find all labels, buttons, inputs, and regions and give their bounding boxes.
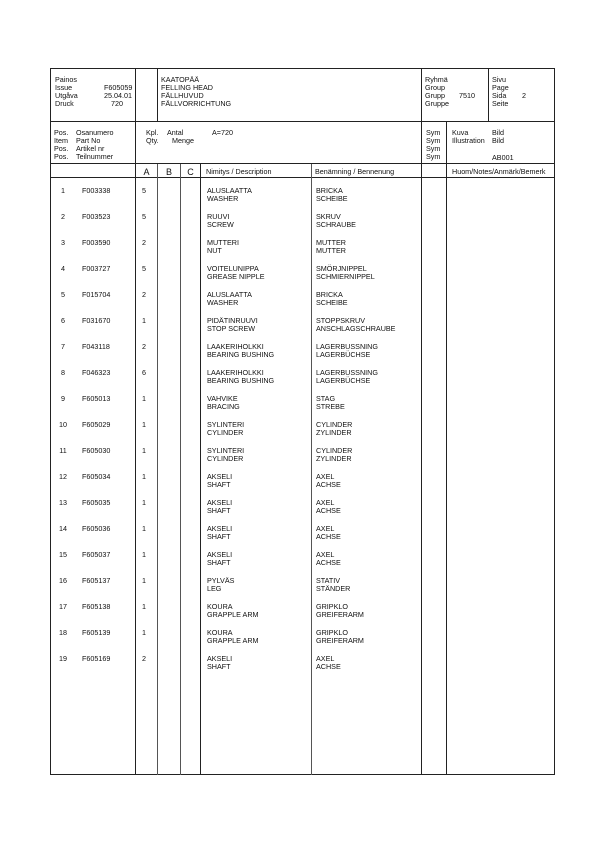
row-pos: 4 (61, 264, 65, 273)
row-quantity: 1 (142, 394, 146, 403)
col-notes-label: Huom/Notes/Anmärk/Bemerk (452, 167, 546, 176)
page-label: Seite (492, 99, 509, 108)
col-divider-page (488, 68, 489, 122)
row-benamning-de: SCHEIBE (316, 298, 348, 307)
title-en: FELLING HEAD (161, 83, 213, 92)
row-benamning-de: ACHSE (316, 532, 341, 541)
col-part-label: Osanumero (76, 128, 114, 137)
col-divider-sym (421, 68, 422, 775)
row-part-number: F605169 (82, 654, 111, 663)
row-part-number: F605034 (82, 472, 111, 481)
page-number: 2 (522, 91, 526, 100)
row-benamning-de: ACHSE (316, 662, 341, 671)
row-quantity: 1 (142, 550, 146, 559)
row-part-number: F605137 (82, 576, 111, 585)
row-pos: 18 (59, 628, 67, 637)
row-description-fi: LAAKERIHOLKKI (207, 368, 264, 377)
col-sym-label: Sym (426, 128, 441, 137)
row-quantity: 2 (142, 654, 146, 663)
row-benamning-de: ACHSE (316, 558, 341, 567)
row-benamning-sv: AXEL (316, 524, 335, 533)
col-sym-label: Sym (426, 136, 441, 145)
row-benamning-de: ZYLINDER (316, 454, 352, 463)
row-quantity: 1 (142, 446, 146, 455)
row-description-en: SHAFT (207, 532, 231, 541)
variant-a-value: A=720 (212, 128, 233, 137)
row-pos: 8 (61, 368, 65, 377)
row-description-en: CYLINDER (207, 428, 244, 437)
row-benamning-de: STÄNDER (316, 584, 351, 593)
row-pos: 10 (59, 420, 67, 429)
row-benamning-sv: BRICKA (316, 186, 343, 195)
row-benamning-sv: AXEL (316, 472, 335, 481)
row-pos: 12 (59, 472, 67, 481)
row-quantity: 1 (142, 316, 146, 325)
row-part-number: F605035 (82, 498, 111, 507)
row-pos: 2 (61, 212, 65, 221)
edition-label: Druck (55, 99, 74, 108)
row-benamning-sv: AXEL (316, 550, 335, 559)
row-quantity: 5 (142, 264, 146, 273)
row-quantity: 1 (142, 472, 146, 481)
row-part-number: F003727 (82, 264, 111, 273)
row-description-fi: AKSELI (207, 654, 233, 663)
page-label: Sivu (492, 75, 506, 84)
row-part-number: F003338 (82, 186, 111, 195)
group-number: 7510 (459, 91, 475, 100)
row-benamning-de: SCHRAUBE (316, 220, 356, 229)
illustration-id: AB001 (492, 153, 514, 162)
col-antal-label: Antal (167, 128, 184, 137)
row-benamning-sv: CYLINDER (316, 446, 353, 455)
row-description-en: GREASE NIPPLE (207, 272, 265, 281)
row-part-number: F031670 (82, 316, 111, 325)
row-part-number: F605138 (82, 602, 111, 611)
row-part-number: F003590 (82, 238, 111, 247)
edition-label: Issue (55, 83, 73, 92)
row-benamning-de: ACHSE (316, 506, 341, 515)
group-label: Ryhmä (425, 75, 448, 84)
subcol-b: B (165, 167, 172, 177)
row-pos: 7 (61, 342, 65, 351)
row-pos: 16 (59, 576, 67, 585)
edition-label: Painos (55, 75, 77, 84)
col-qty-label: Qty. (146, 136, 159, 145)
title-de: FÄLLVORRICHTUNG (161, 99, 232, 108)
row-quantity: 2 (142, 342, 146, 351)
row-description-fi: AKSELI (207, 472, 233, 481)
row-part-number: F605030 (82, 446, 111, 455)
row-benamning-de: STREBE (316, 402, 345, 411)
page-label: Page (492, 83, 509, 92)
row-pos: 15 (59, 550, 67, 559)
row-pos: 3 (61, 238, 65, 247)
row-description-fi: RUUVI (207, 212, 230, 221)
row-benamning-sv: BRICKA (316, 290, 343, 299)
row-description-fi: MUTTERI (207, 238, 239, 247)
col-sym-label: Sym (426, 152, 441, 161)
row-description-en: CYLINDER (207, 454, 244, 463)
col-pos-label: Pos. (54, 128, 69, 137)
col-part-label: Teilnummer (76, 152, 114, 161)
edition-number: F605059 (104, 83, 133, 92)
col-divider-c (180, 164, 181, 775)
row-quantity: 1 (142, 576, 146, 585)
row-pos: 6 (61, 316, 65, 325)
edition-date: 25.04.01 (104, 91, 132, 100)
col-qty-label: Kpl. (146, 128, 159, 137)
row-benamning-sv: CYLINDER (316, 420, 353, 429)
row-part-number: F015704 (82, 290, 111, 299)
col-menge-label: Menge (172, 136, 194, 145)
row-description-en: WASHER (207, 298, 239, 307)
row-benamning-sv: MUTTER (316, 238, 346, 247)
row-quantity: 2 (142, 238, 146, 247)
col-divider-b (157, 164, 158, 775)
row-description-en: LEG (207, 584, 222, 593)
row-description-fi: KOURA (207, 602, 233, 611)
subheader-divider (50, 177, 555, 178)
row-part-number: F003523 (82, 212, 111, 221)
row-description-en: NUT (207, 246, 222, 255)
row-description-fi: AKSELI (207, 550, 233, 559)
row-description-fi: ALUSLAATTA (207, 290, 252, 299)
col-kuva-label: Kuva (452, 128, 469, 137)
print-number: 720 (111, 99, 123, 108)
row-benamning-de: ANSCHLAGSCHRAUBE (316, 324, 396, 333)
row-benamning-de: GREIFERARM (316, 636, 364, 645)
row-part-number: F605013 (82, 394, 111, 403)
col-illustration-label: Illustration (452, 136, 485, 145)
row-quantity: 1 (142, 628, 146, 637)
row-quantity: 1 (142, 498, 146, 507)
row-benamning-de: MUTTER (316, 246, 346, 255)
row-quantity: 5 (142, 186, 146, 195)
row-part-number: F043118 (82, 342, 110, 351)
row-description-en: WASHER (207, 194, 239, 203)
row-description-en: BRACING (207, 402, 240, 411)
col-bild-label: Bild (492, 128, 504, 137)
page-label: Sida (492, 91, 507, 100)
row-pos: 13 (59, 498, 67, 507)
row-description-fi: ALUSLAATTA (207, 186, 252, 195)
row-benamning-sv: LAGERBUSSNING (316, 368, 378, 377)
col-benamning-label: Benämning / Bennenung (315, 167, 395, 176)
row-benamning-de: ZYLINDER (316, 428, 352, 437)
row-benamning-de: LAGERBÜCHSE (316, 376, 371, 385)
row-quantity: 5 (142, 212, 146, 221)
col-bild-label: Bild (492, 136, 504, 145)
col-divider-title (157, 68, 158, 122)
row-description-fi: VOITELUNIPPA (207, 264, 259, 273)
row-part-number: F605037 (82, 550, 111, 559)
row-pos: 9 (61, 394, 65, 403)
row-part-number: F046323 (82, 368, 111, 377)
row-benamning-sv: SKRUV (316, 212, 341, 221)
row-description-en: SHAFT (207, 480, 231, 489)
title-fi: KAATOPÄÄ (161, 75, 200, 84)
group-label: Grupp (425, 91, 445, 100)
row-benamning-de: SCHEIBE (316, 194, 348, 203)
row-description-fi: PYLVÄS (207, 576, 235, 585)
col-pos-label: Pos. (54, 144, 69, 153)
row-part-number: F605036 (82, 524, 111, 533)
col-sym-label: Sym (426, 144, 441, 153)
column-header-divider (50, 163, 555, 164)
row-quantity: 1 (142, 602, 146, 611)
row-quantity: 1 (142, 420, 146, 429)
row-description-en: SHAFT (207, 662, 231, 671)
row-benamning-sv: STOPPSKRUV (316, 316, 365, 325)
row-benamning-de: GREIFERARM (316, 610, 364, 619)
row-pos: 11 (59, 446, 67, 455)
row-quantity: 6 (142, 368, 146, 377)
row-description-fi: PIDÄTINRUUVI (207, 316, 258, 325)
col-divider-notes (446, 122, 447, 775)
row-benamning-sv: AXEL (316, 498, 335, 507)
edition-label: Utgåva (55, 91, 78, 100)
row-description-fi: VAHVIKE (207, 394, 238, 403)
row-description-fi: SYLINTERI (207, 420, 245, 429)
row-pos: 5 (61, 290, 65, 299)
row-benamning-sv: GRIPKLO (316, 628, 348, 637)
group-label: Gruppe (425, 99, 449, 108)
row-benamning-sv: AXEL (316, 654, 335, 663)
row-quantity: 1 (142, 524, 146, 533)
row-description-en: STOP SCREW (207, 324, 256, 333)
row-benamning-sv: LAGERBUSSNING (316, 342, 378, 351)
row-part-number: F605139 (82, 628, 111, 637)
col-pos-label: Item (54, 136, 68, 145)
row-pos: 14 (59, 524, 67, 533)
row-benamning-sv: STATIV (316, 576, 341, 585)
row-description-fi: LAAKERIHOLKKI (207, 342, 264, 351)
header-divider (50, 121, 555, 122)
col-part-label: Part No (76, 136, 101, 145)
row-description-en: SHAFT (207, 506, 231, 515)
col-description-label: Nimitys / Description (206, 167, 272, 176)
row-description-en: SCREW (207, 220, 234, 229)
row-description-fi: SYLINTERI (207, 446, 245, 455)
row-description-en: GRAPPLE ARM (207, 636, 259, 645)
subcol-c: C (187, 167, 194, 177)
col-part-label: Artikel nr (76, 144, 105, 153)
row-benamning-sv: GRIPKLO (316, 602, 348, 611)
row-description-en: BEARING BUSHING (207, 376, 275, 385)
row-benamning-de: SCHMIERNIPPEL (316, 272, 375, 281)
row-benamning-de: ACHSE (316, 480, 341, 489)
row-pos: 1 (61, 186, 65, 195)
row-benamning-de: LAGERBÜCHSE (316, 350, 371, 359)
col-divider-benamning (311, 164, 312, 775)
row-part-number: F605029 (82, 420, 111, 429)
col-divider-desc (200, 164, 201, 775)
row-quantity: 2 (142, 290, 146, 299)
row-description-en: BEARING BUSHING (207, 350, 275, 359)
subcol-a: A (143, 167, 150, 177)
row-description-fi: AKSELI (207, 524, 233, 533)
row-description-fi: AKSELI (207, 498, 233, 507)
group-label: Group (425, 83, 445, 92)
row-description-en: GRAPPLE ARM (207, 610, 259, 619)
row-pos: 19 (59, 654, 67, 663)
row-description-en: SHAFT (207, 558, 231, 567)
row-pos: 17 (59, 602, 67, 611)
row-description-fi: KOURA (207, 628, 233, 637)
row-benamning-sv: STAG (316, 394, 336, 403)
row-benamning-sv: SMÖRJNIPPEL (316, 264, 367, 273)
col-pos-label: Pos. (54, 152, 69, 161)
title-sv: FÄLLHUVUD (161, 91, 204, 100)
